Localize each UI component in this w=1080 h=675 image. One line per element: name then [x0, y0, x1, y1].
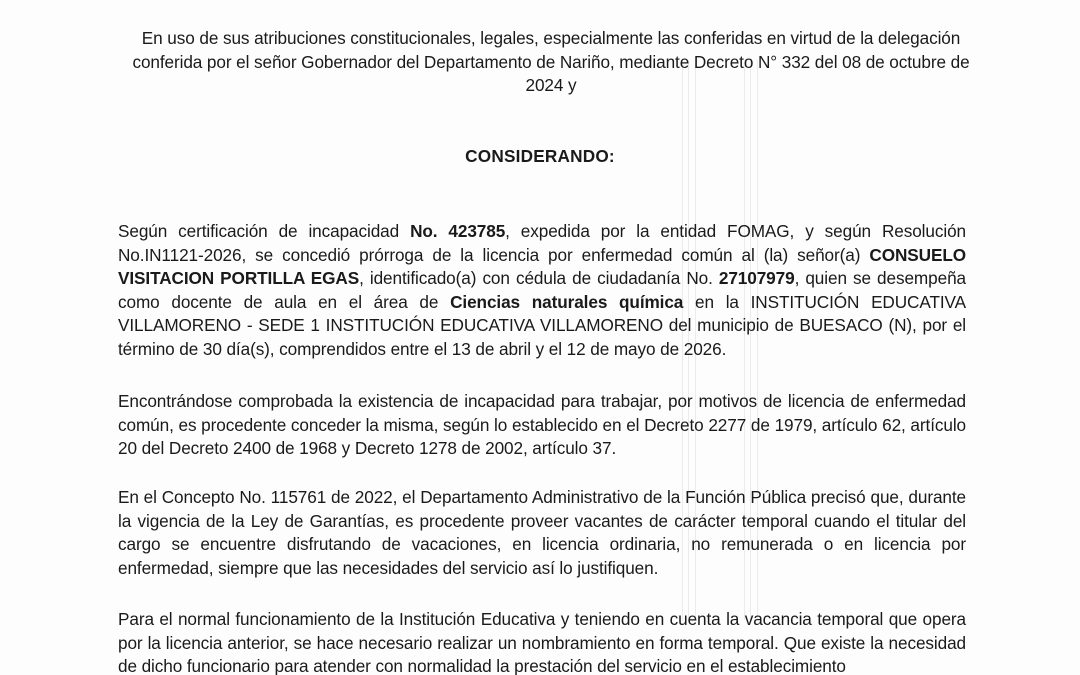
section-heading: CONSIDERANDO: [465, 146, 615, 166]
paragraph-legal-basis: Encontrándose comprobada la existencia de incapacidad para trabajar, por motivos de licencia de enfermedad común, es procedente conceder la misma, según lo establecido en el Decreto 2277 de 1979, artículo 62, artículo 20 del Decreto 2400 de 1968 y Decreto 1278 de 2002, artículo 37. [118, 391, 966, 459]
p1-text-2: , expedida por la entidad FOMAG, y según Resolución No.IN1121-2026, se concedió prórroga de la licencia por enfermedad común al (la) señor(a) [118, 221, 966, 265]
certificate-number: No. 423785 [410, 221, 506, 241]
paragraph-necessity: Para el normal funcionamiento de la Institución Educativa y teniendo en cuenta la vacancia temporal que opera por la licencia anterior, se hace necesario realizar un nombramiento en forma temporal. Que existe la necesidad de dicho funcionario para atender con normalidad la prestación del servicio en el establecimiento [118, 609, 966, 675]
p1-text-5: en la INSTITUCIÓN EDUCATIVA VILLAMORENO - SEDE 1 INSTITUCIÓN EDUCATIVA VILLAMORENO del municipio de BUESACO (N), por el término de 30 día(s), comprendidos entre el 13 de abril y el 12 de mayo de 2026. [118, 291, 966, 359]
employee-name: CONSUELO VISITACION PORTILLA EGAS [118, 244, 966, 289]
intro-paragraph: En uso de sus atribuciones constitucionales, legales, especialmente las conferidas en virtud de la delegación conferida por el señor Gobernador del Departamento de Nariño, mediante Decreto N° 332 del 08 de octubre de 2024 y [132, 28, 970, 96]
p1-text-1: Según certificación de incapacidad [118, 221, 411, 241]
p1-text-4: , quien se desempeña como docente de aula en el área de [118, 268, 966, 312]
id-number: 27107979 [718, 268, 795, 289]
p1-text-3: , identificado(a) con cédula de ciudadanía No. [359, 268, 719, 289]
paragraph-incapacity [118, 220, 966, 362]
paragraph-concept: En el Concepto No. 115761 de 2022, el Departamento Administrativo de la Función Pública precisó que, durante la vigencia de la Ley de Garantías, es procedente proveer vacantes de carácter temporal cuando el titular del cargo se encuentre disfrutando de vacaciones, en licencia ordinaria, no remunerada o en licencia por enfermedad, siempre que las necesidades del servicio así lo justifiquen. [118, 487, 966, 578]
teaching-area: Ciencias naturales química [450, 291, 684, 312]
